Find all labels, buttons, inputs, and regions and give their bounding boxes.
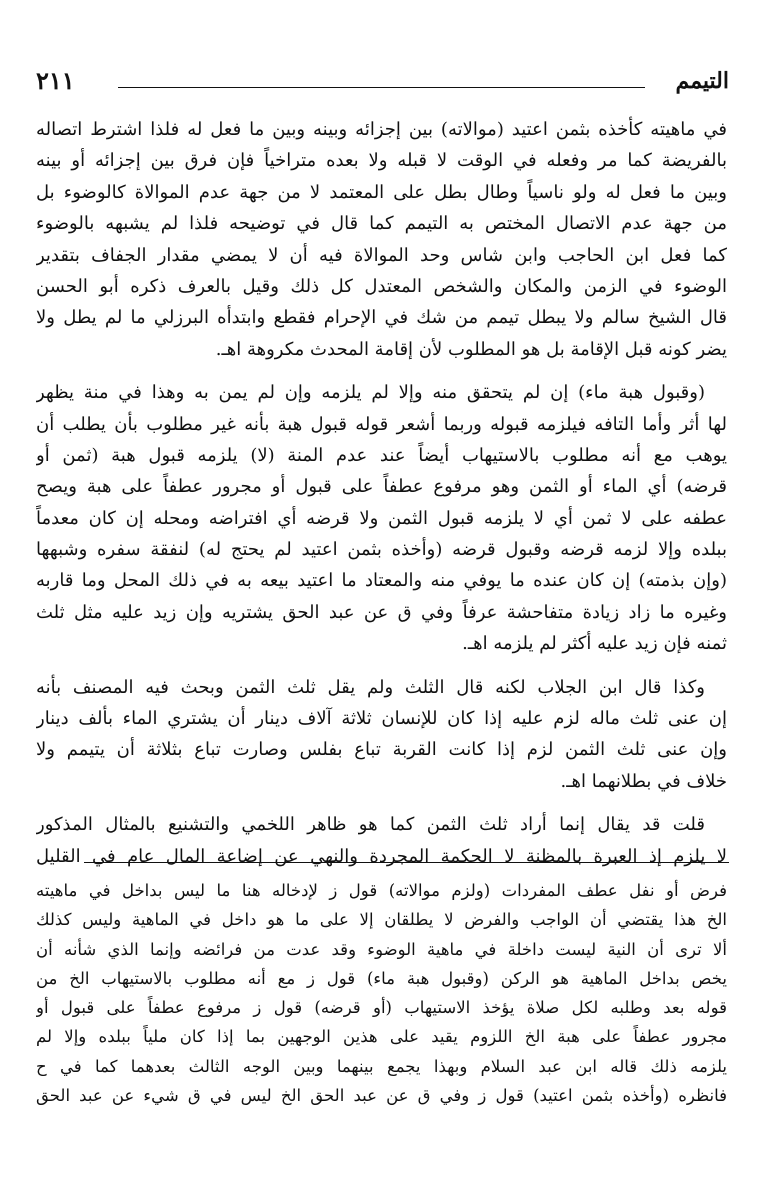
- text-line: وكذا قال ابن الجلاب لكنه قال الثلث ولم يقل ثلث الثمن وبحث فيه المصنف بأنه: [36, 676, 705, 698]
- text-line: يوهب مع أنه مطلوب بالاستيهاب أيضاً عند عدم المنة (لا) يلزمه قبول هبة (ثمن أو: [36, 444, 727, 466]
- footnote-line: فرض أو نفل عطف المفردات (ولزم موالاته) قول ز لإدخاله هنا ما ليس بداخل في ماهيته: [36, 881, 727, 900]
- footnote-line: فانظره (وأخذه بثمن اعتيد) قول ز وفي ق عن عبد الحق الخ ليس في ق شيء عن عبد الحق: [36, 1086, 727, 1106]
- text-line: إن عنى ثلث ماله لزم عليه إذا كان للإنسان ثلاثة آلاف دينار أن يشتري الماء بألف دينار: [36, 708, 727, 730]
- paragraph-1: [36, 114, 727, 365]
- text-line: من جهة عدم الاتصال المختص به التيمم كما قال في توضيحه فلذا لم يشبهه بالوضوء: [36, 213, 727, 235]
- text-line: ببلده وإلا لزمه قرضه وقبول قرضه (وأخذه بثمن اعتيد لم يحتج له) لنفقة سفره وشبهها: [36, 539, 727, 561]
- text-line: لها أثر وأما التافه فيلزمه قبوله وربما أشعر قوله قبول هبة بأنه غير مطلوب بأن يطلب أن: [36, 413, 727, 435]
- text-line: وإن عنى ثلث الثمن لزم إذا كانت القربة تباع بفلس وصارت تباع بثلاثة أن يتيمم ولا: [36, 739, 727, 761]
- text-line: كما فعل ابن الحاجب وابن شاس وحد الموالاة فيه أن لا يمضي مقدار الجفاف بتقدير: [36, 244, 727, 266]
- paragraph-2: [36, 377, 727, 660]
- chapter-title: التيمم: [675, 68, 729, 94]
- text-line: قرضه) أي الماء أو الثمن وهو مرفوع عطفاً على قبول أو مجرور عطفاً على هبة ويصح: [36, 476, 727, 498]
- footnote-divider: [84, 862, 729, 863]
- footnote-line: ألا ترى أن النية ليست داخلة في ماهية الوضوء وقد عدت من فرائضه وإنما الذي شأنه أن: [36, 939, 727, 959]
- footnote-line: يلزمه ذلك قاله ابن عبد السلام وبهذا يجمع بينهما وبين الوجه الثالث بعدهما كما في ح: [36, 1056, 727, 1076]
- main-text: [36, 114, 727, 872]
- text-line: يضر كونه قبل الإقامة بل هو المطلوب لأن إقامة المحدث مكروهة اهـ.: [215, 338, 727, 360]
- text-line: عطفه على لا ثمن أي لا يلزمه قبول الثمن ولا قرضه أي افتراضه ومحله إن كان معدماً: [36, 507, 727, 529]
- footnote-line: مجرور عطفاً على هبة الخ اللزوم يقيد على هذين الوجهين بما إذا كان ملياً ببلده وإلا لم: [36, 1027, 727, 1047]
- text-line: قال الشيخ سالم ولا يبطل تيمم من شك في الإحرام فقطع وابتدأه البرزلي ما لم يطل ولا: [36, 307, 727, 329]
- text-line: في ماهيته كأخذه بثمن اعتيد (موالاته) بين إجزائه وبينه وبين ما فعل له فلذا اشترط اتصاله: [36, 119, 727, 140]
- text-line: قلت قد يقال إنما أراد ثلث الثمن كما هو ظاهر اللخمي والتشنيع بالمثال المذكور: [36, 814, 705, 836]
- footnote-line: يخص بداخل الماهية هو الركن (وقبول هبة ماء) قول ز مع أنه مطلوب بالاستيهاب الخ من: [36, 968, 727, 988]
- header-rule: [118, 87, 645, 88]
- text-line: وغيره ما زاد زيادة متفاحشة عرفاً وفي ق عن عبد الحق يشتريه وإن زيد عليه مثل ثلث: [36, 601, 727, 623]
- text-line: بالفريضة كما مر وفعله في الوقت لا قبله ولا بعده متراخياً فإن فرق بين إجزائه أو بينه: [36, 150, 727, 172]
- text-line: خلاف في بطلانهما اهـ.: [560, 770, 727, 792]
- footnotes: [36, 876, 727, 1110]
- text-line: (وقبول هبة ماء) إن لم يتحقق منه وإلا لم يلزمه وإن لم يمن به وهذا في منة يظهر: [36, 382, 705, 404]
- text-line: (وإن بذمته) إن كان عنده ما يوفي منه والمعتاد ما اعتيد بيعه به في ذلك المحل وما قاربه: [36, 570, 727, 592]
- text-line: ثمنه فإن زيد عليه أكثر لم يلزمه اهـ.: [462, 633, 727, 655]
- page-number: ٢١١: [36, 66, 75, 95]
- footnote-line: الخ هذا يقتضي أن الواجب والفرض لا يطلقان إلا على ما هو داخل في الماهية وليس كذلك: [36, 910, 727, 930]
- text-line: لا يلزم إذ العبرة بالمظنة لا الحكمة المجردة والنهي عن إضاعة المال عام في القليل: [36, 845, 727, 867]
- text-line: وبين ما فعل له ولو ناسياً وطال بطل على المعتمد لا من جهة عدم الموالاة كالوضوء بل: [36, 181, 727, 203]
- text-line: الوضوء في الزمن والمكان والشخص المعتدل كل ذلك وقيل بالعرف ذكره أبو الحسن: [36, 275, 727, 297]
- paragraph-3: [36, 672, 727, 798]
- running-header: [36, 66, 729, 96]
- footnote-line: قوله بعد وطلبه لكل صلاة يؤخذ الاستيهاب (أو قرضه) قول ز مرفوع عطفاً على قبول أو: [36, 998, 727, 1018]
